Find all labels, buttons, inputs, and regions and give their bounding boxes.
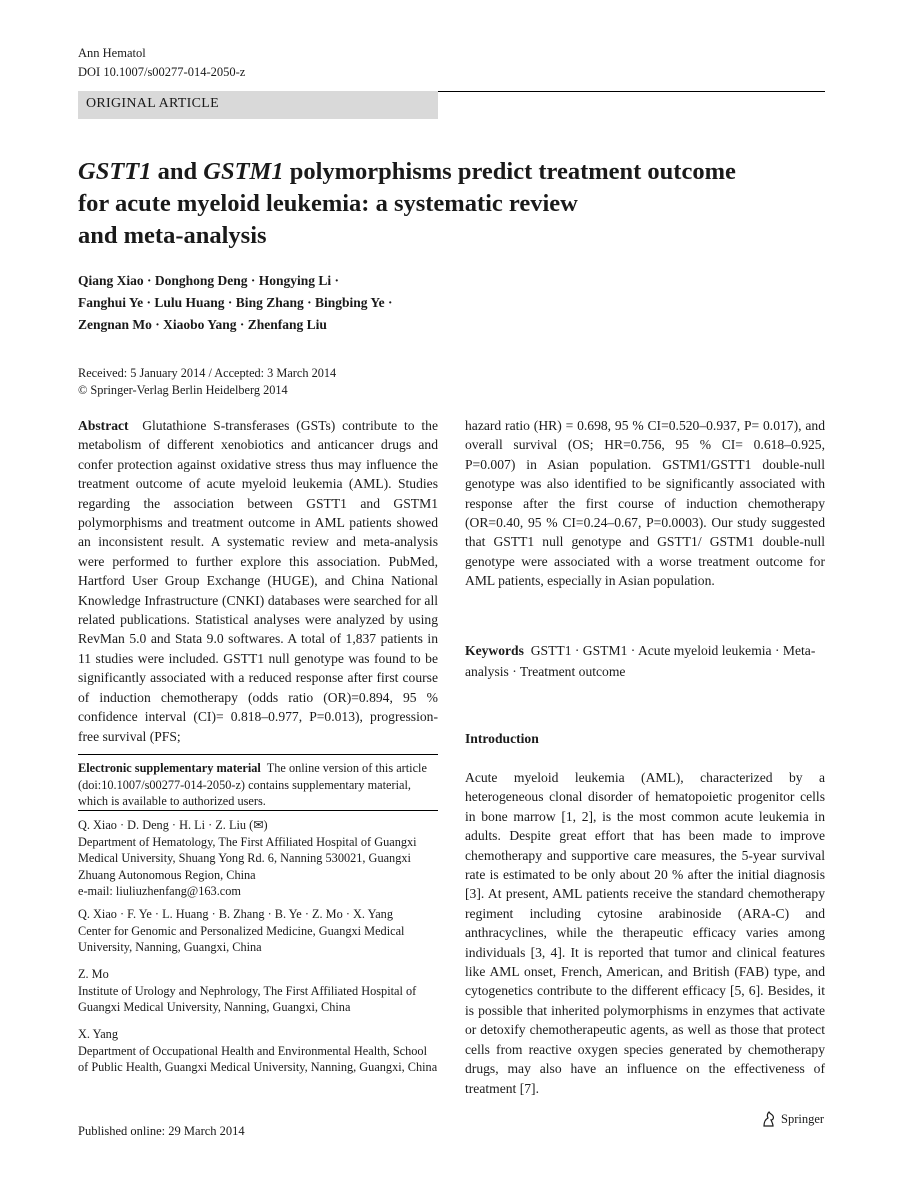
- journal-info: [78, 44, 245, 82]
- title-line1-rest: polymorphisms predict treatment outcome: [283, 158, 736, 185]
- corresponding-email[interactable]: e-mail: liuliuzhenfang@163.com: [78, 884, 241, 898]
- article-title: [78, 156, 818, 252]
- title-and: and: [151, 158, 204, 185]
- supplementary-note: [78, 760, 438, 810]
- affiliation-1: [78, 817, 438, 900]
- authors-line3: Zengnan Mo · Xiaobo Yang · Zhenfang Liu: [78, 317, 327, 332]
- esm-bottom-rule: [78, 810, 438, 811]
- journal-name: Ann Hematol: [78, 46, 146, 60]
- publisher-logo: [762, 1111, 824, 1127]
- introduction-heading: Introduction: [465, 731, 539, 746]
- doi[interactable]: DOI 10.1007/s00277-014-2050-z: [78, 65, 246, 79]
- abstract-right: [465, 416, 825, 591]
- keywords-label: Keywords: [465, 643, 524, 658]
- publisher-name: Springer: [781, 1111, 825, 1126]
- affiliation-names: Q. Xiao · F. Ye · L. Huang · B. Zhang · B. Ye · Z. Mo · X. Yang: [78, 907, 393, 921]
- title-line2: for acute myeloid leukemia: a systematic review: [78, 190, 578, 217]
- received-accepted: Received: 5 January 2014 / Accepted: 3 March 2014: [78, 366, 337, 380]
- affiliation-3: [78, 966, 438, 1016]
- title-line3: and meta-analysis: [78, 222, 267, 249]
- title-gene2: GSTM1: [203, 158, 284, 185]
- affiliation-address: Institute of Urology and Nephrology, The First Affiliated Hospital of Guangxi Medical University, Nanning, Guangxi, China: [78, 983, 417, 1014]
- header-rule: [438, 91, 825, 92]
- keywords-items: GSTT1 · GSTM1 · Acute myeloid leukemia · Meta-analysis · Treatment outcome: [465, 643, 816, 679]
- affiliation-address: Department of Occupational Health and Environmental Health, School of Public Health, Guangxi Medical University, Nanning, Guangxi, China: [78, 1043, 438, 1074]
- esm-top-rule: [78, 754, 438, 755]
- section-label: ORIGINAL ARTICLE: [86, 96, 219, 111]
- abstract-label: Abstract: [78, 418, 129, 433]
- affiliation-address: Department of Hematology, The First Affiliated Hospital of Guangxi Medical University, Shuang Yong Rd. 6, Nanning 530021, Guangxi Zhuang Autonomous Region, China: [78, 834, 417, 882]
- abstract-left: [78, 416, 438, 746]
- affiliation-2: [78, 906, 438, 956]
- introduction-text: Acute myeloid leukemia (AML), characterized by a heterogeneous clonal disorder of hematopoietic progenitor cells in bone marrow [1, 2], is the most common acute leukemia in adults. Despite great effort that has been made to improve chemotherapy and supportive care measures, the 5-year survival rate is estimated to be only about 20 % after the initial diagnosis [3]. At present, AML patients receive the standard chemotherapy regiment including cytosine arabinoside (ARA-C) and anthracyclines, while the therapeutic efficacy varies among individuals [3, 4]. It is reported that tumor and clinical features like AML onset, French, American, and British (FAB) type, and cytogenetics contribute to the different efficacy [5, 6]. Besides, it is possible that inherited polymorphisms in enzymes that activate or detoxify chemotherapeutic agents, as well as those that protect cells from reactive oxygen species generated by chemotherapy drugs, may also have an influence on the effectiveness of treatment [7].: [465, 770, 825, 1096]
- article-dates: [78, 365, 336, 399]
- title-gene1: GSTT1: [78, 158, 152, 185]
- copyright: © Springer-Verlag Berlin Heidelberg 2014: [78, 383, 288, 397]
- affiliation-names: Q. Xiao · D. Deng · H. Li · Z. Liu (✉): [78, 818, 268, 832]
- keywords: [465, 640, 825, 682]
- author-list: [78, 270, 498, 336]
- authors-line1: Qiang Xiao · Donghong Deng · Hongying Li ·: [78, 273, 340, 288]
- abstract-text-right: hazard ratio (HR) = 0.698, 95 % CI=0.520–0.937, P= 0.017), and overall survival (OS; HR=0.756, 95 % CI= 0.618–0.925, P=0.007) in Asian population. GSTM1/GSTT1 double-null genotype was also identified to be significantly associated with response after the first course of induction chemotherapy (OR=0.40, 95 % CI=0.24–0.67, P=0.0003). Our study suggested that GSTT1 null genotype and GSTT1/ GSTM1 double-null genotype were associated with a worse treatment outcome for AML patients, especially in Asian population.: [465, 418, 825, 589]
- affiliation-names: Z. Mo: [78, 967, 109, 981]
- abstract-text-left: Glutathione S-transferases (GSTs) contribute to the metabolism of different xenobiotics and anticancer drugs and confer protection against oxidative stress thus may influence the treatment outcome of acute myeloid leukemia (AML). Studies regarding the association between GSTT1 and GSTM1 polymorphisms and treatment outcome in AML patients showed an inconsistent result. A systematic review and meta-analysis were performed to further explore this association. PubMed, Hartford User Group Exchange (HUGE), and China National Knowledge Infrastructure (CNKI) databases were searched for all related publications. Statistical analyses were analyzed by using RevMan 5.0 and Stata 9.0 softwares. A total of 1,837 patients in 11 studies were included. GSTT1 null genotype was found to be significantly associated with a reduced response after first course of induction chemotherapy (odds ratio (OR)=0.894, 95 % confidence interval (CI)= 0.818–0.977, P=0.013), progression-free survival (PFS;: [78, 418, 438, 744]
- affiliation-4: [78, 1026, 438, 1076]
- section-band: [78, 91, 438, 119]
- esm-label: Electronic supplementary material: [78, 761, 261, 775]
- springer-horse-icon: [762, 1111, 776, 1127]
- affiliation-names: X. Yang: [78, 1027, 118, 1041]
- affiliation-address: Center for Genomic and Personalized Medicine, Guangxi Medical University, Nanning, Guangxi, China: [78, 923, 405, 954]
- esm-text: The online version of this article (doi:10.1007/s00277-014-2050-z) contains supplementary material, which is available to authorized users.: [78, 761, 427, 808]
- authors-line2: Fanghui Ye · Lulu Huang · Bing Zhang · Bingbing Ye ·: [78, 295, 393, 310]
- published-date: Published online: 29 March 2014: [78, 1124, 245, 1138]
